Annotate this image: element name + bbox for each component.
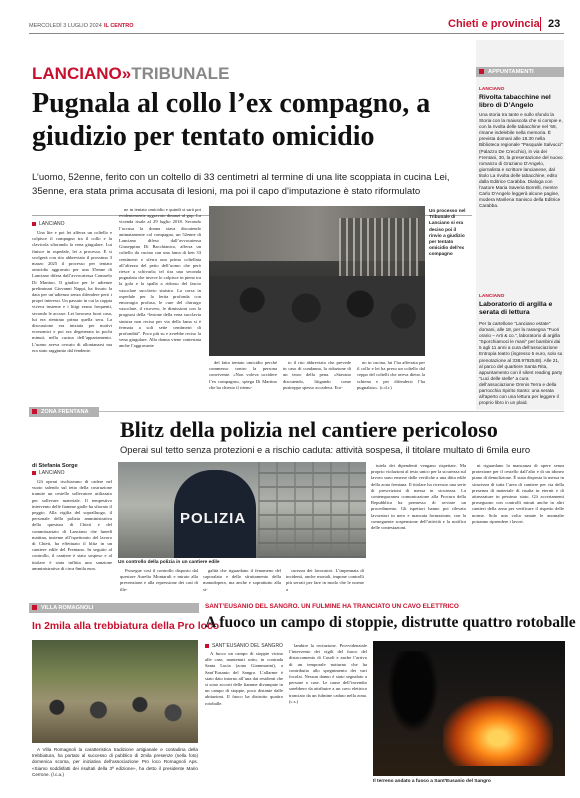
event-1-title: Rivolta tabacchine nel libro di D’Angelo [479, 94, 551, 109]
second-column-2 [120, 568, 198, 596]
kicker-place: LANCIANO [32, 64, 122, 83]
crowd-people [32, 688, 198, 743]
event-1-text: Una storia tra tante e sullo sfondo la Storia con la maiuscola che si compie e, con la rivolta delle tabacchine nel ’68, rimane indelebile nella memoria. È prevista domani alle 18.30 nella Biblioteca regionale “Pasquale Salvucci” (Palazzo De Crecchio), in via dei Frentani, 30, la presentazione del nuovo romanzo di Graziano D’Angelo, giornalista e scrittore lancianese, dal titolo La rivolta delle tabacchine, edito dalla Editrice Carabba. Dialoga con l’autore Maria Saveria Borrelli, mentre Carlo D’Angelo leggerà alcune pagine, modera Marilena Sanisco della Editrice Carabba. [479, 112, 563, 209]
header-rule [29, 33, 564, 34]
second-column-5 [371, 463, 466, 596]
second-column-3 [203, 568, 281, 596]
lead-photo [209, 206, 425, 356]
third-photo [32, 640, 198, 743]
second-band [29, 407, 99, 417]
sidebar-band-label: APPUNTAMENTI [488, 69, 534, 75]
lead-bottom-col-3 [357, 360, 425, 418]
fourth-column-1 [205, 651, 283, 791]
fourth-photo-caption: Il terreno andato a fuoco a Sant’Eusanio del Sangro [373, 779, 491, 784]
courtroom-crowd [209, 276, 425, 356]
second-byline: di Stefania Sorge [32, 463, 78, 469]
second-dateline: LANCIANO [32, 470, 65, 476]
header-paper: IL CENTRO [104, 23, 134, 29]
sidebar-band [476, 67, 564, 77]
building-scaffold [258, 462, 366, 558]
second-column-1-text: Gli operai rischiavano di cadere nel vuoto salendo sul tetto della costruzione tramite un cestello sollevatore utilizzato per sollevare materiale. Il tempestivo intervento delle fiamme gialle ha sfiorato il peggio. Alla vigilia del sopralluogo, il personale della polizia amministrativa della questura di Chieti e del commissariato di Lanciano che lunedì mattina, insieme all’ispettorato del lavoro di Chieti, ha effettuato il blitz in un cantiere edile del Frentano. In seguito al controllo, il cantiere è stato sospeso e al titolare è stata inflitta una sanzione amministrativa di circa 6mila euro. [32, 479, 112, 571]
lead-column-2-text: ne in tentato omicidio e quindi si sarà poi evidentemente aggravato dinanzi al gup. La vicenda risale al 29 luglio 2018. Secondo l’accusa la donna stava discutendo animatamente col compagno, un 52enne di Lanciano difeso dall’avvocatessa Giuseppina Di Bacchianico, afferra un coltello da cucina con una lama di ben 33 centimetri e sferra una prima coltellata all’altezza del petto dell’uomo che però riesce a schivarla; tel tira una seconda pugnalata che invece lo colpisce in pieno tra la gola e la spalla a ridosso del fascio vascolare succlavio sinistro. La corsa in ospedale per la ferita profonda con emorragia profusa, le cure del chirurgo vascolare, il ricovero, le dimissioni con la prognosi della “lesione della vena succlavia sinistra non recisa per via della lama si è fermata a soli sette centimetri di profondità”. Poco più su e avrebbe reciso la vena giugulare. Alla donna viene contestata anche l’aggravante [119, 207, 201, 349]
fourth-column-2 [289, 643, 367, 789]
event-2-place: LANCIANO [479, 294, 505, 299]
lead-bottom-col-1 [209, 360, 277, 418]
lead-bottom-col-2 [283, 360, 351, 418]
third-band-label: VILLA ROMAGNOLI [41, 605, 94, 611]
third-band [29, 603, 199, 613]
second-column-4-text: curezza dei lavoratori. L’impennata di incidenti, anche mortali, impone controlli più serrati per fare in modo che le norme a [286, 568, 364, 592]
third-caption-text: A Villa Romagnoli la caratteristica tradizione artigianale e contadina della trebbiatura, ha portato al successo di pubblico di 2mila presenze (nella foto) domenica scorsa, per iniziativa dell’associazione Pro loco Romagnoli Aps. «Siamo soddisfatti dei risultati della 3ª edizione», ha detto il presidente Mario Cerrone. (l.c.a.) [32, 747, 198, 777]
kicker-topic: TRIBUNALE [131, 64, 230, 83]
second-photo [118, 462, 366, 558]
fire-glow [443, 696, 553, 766]
event-1-place: LANCIANO [479, 87, 505, 92]
second-photo-caption: Un controllo della polizia in un cantiere edile [118, 560, 220, 565]
second-band-rule [99, 411, 564, 412]
sidebar-appuntamenti [476, 40, 564, 410]
header-section: Chieti e provincia [448, 18, 540, 30]
second-column-1 [32, 479, 112, 594]
lead-photo-caption: Un processo nel Tribunale di Lanciano si era deciso poi il rinvio a giudizio per tentato omicidio dell’ex compagno [429, 208, 466, 257]
second-column-6 [472, 463, 564, 596]
event-2-title: Laboratorio di argilla e serata di lettura [479, 301, 553, 316]
lead-title: Pugnala al collo l’ex compagno, a giudizio per tentato omicidio [32, 88, 431, 152]
fourth-column-1-text: A fuoco un campo di stoppie vicino alle case, mantenuti sotto, in contrada Santa Lucia (zona Giammarini), a Sant’Eusanio del Sangro. L’allarme è stato dato intorno all’una dai residenti che si sono accorti delle fiamme divampate in un campo di stoppie, poco distante dalle abitazioni. Il fuoco ha distrutto quattro rotoballe. [205, 651, 283, 706]
second-band-label: ZONA FRENTANA [41, 409, 89, 415]
page-header [0, 0, 580, 38]
fourth-kicker: SANT’EUSANIO DEL SANGRO. UN FULMINE HA TRANCIATO UN CAVO ELETTRICO [205, 603, 459, 610]
lead-bottom-col-3-text: no in cucina, lui l’ha afferrata per il collo e lei ha preso un coltello dal ceppo del coltelli che aveva dietro la schiena e per difendersi l’ha pugnalato». (c.d.r.) [357, 360, 425, 390]
fourth-column-2-text: lambire la recinzione. Provvidenziale l’intervento dei vigili del fuoco del distaccamento di Casoli e anche l’arrivo di un temporale notturno che ha contribuito allo spegnimento dei vari focolai. Nessun danno è stato segnalato a persone o case. Le cause dell’incendio sarebbero da attribuire a un cavo elettrico tranciato da un fulmine caduto nella zona. (c.s.) [289, 643, 367, 704]
second-column-2-text: Prosegue così il controllo disposto dal questore Aurelio Montaruli e mirato alla prevenzione e alla repressione dei casi di ille- [120, 568, 198, 592]
tree-silhouette [383, 651, 443, 741]
second-column-5-text: tutela dei dipendenti vengano rispettate. Ma proprio violazioni al testo unico per la sicurezza sul lavoro sono emerse dalle verifiche a una ditta edile della zona frentana. Il titolare ha ricevuto una serie di prescrizioni di messa in sicurezza. La contemporanea comunicazione alla Procura della Repubblica ha permesso di avviare un procedimento. Gli ispettori hanno poi rilevato lavoratori in nero e mancata formazione, con la conseguente sospensione dell’attività e la notifica delle contestazioni. [371, 463, 466, 531]
band-square-icon [32, 605, 37, 610]
police-vest-label: POLIZIA [180, 510, 247, 527]
band-square-icon [32, 409, 37, 414]
event-2-text: Per la cartellone “Lanciano estate” domani, alle 18, per la rassegna “Fuori orario – Arti & co.”, laboratorio di argilla “Sporchiamoci le mani” per bambini dai 5 agli 11 anni a cura dell’associazione Entropia teatro (ingresso 5 euro, solo su prenotazione al 338.9792548). Alle 21, al parco del quartiere Santa Rita, appuntamento con il silent reading party “Luci delle stelle” a cura dell’associazione Omnis Terra e della parrocchia Spirito Santo: una serata all’aperto con una lettura per leggere il proprio libro in un plaid. [479, 321, 563, 406]
second-column-3-text: galità che riguardano il fenomeno del caporalato e dello sfruttamento della manodopera, ma anche e soprattutto alla si- [203, 568, 281, 592]
lead-bottom-col-2-text: to il rito abbreviato che prevede in caso di condanna, la riduzione di un terzo della pena. «Stavano discutendo, litigando come purtroppo spesso accadeva. Ero- [283, 360, 351, 390]
second-title: Blitz della polizia nel cantiere pericoloso [120, 417, 498, 442]
fourth-title: A fuoco un campo di stoppie, distrutte quattro rotoballe [205, 614, 576, 631]
fourth-photo [373, 641, 565, 776]
third-title: In 2mila alla trebbiatura della Pro loco [32, 621, 220, 632]
lead-column-1-text: Una lite e poi lei afferra un coltello e colpisce il compagno tra il collo e la clavicola sfiorando la vena giugulare. Lui finisce in ospedale, lei a processo. E si svolgerà con rito abbreviato il prossimo 3 marzo 2025 il processo per tentato omicidio aggravato per una 35enne di Lanciano difesa dall’avvocatessa Consuelo Di Martino. Il giudice per le udienze preliminari Giovanni Nappi, ha fissato la data per un’udienza senza difendere però i propri interessi. Un passato in cui la coppia viveva insieme e i litigi erano frequenti, secondo le accuse. Lei lavorava fuori casa, lui era rientrato prima quella sera. La discussione era iniziata per motivi economici e poi era degenerata in pochi minuti, nella cucina dell’appartamento. L’uomo aveva cercato di allontanarsi ma era stato raggiunto dal fendente. [32, 230, 112, 353]
header-divider [540, 17, 541, 31]
header-date: MERCOLEDÌ 3 LUGLIO 2024 [29, 23, 102, 29]
lead-kicker [32, 64, 332, 82]
header-page-number: 23 [548, 18, 561, 30]
event-2-body [479, 321, 563, 410]
second-column-6-text: ni riguardano la mancanza di opere senza protezione per il cestello dall’alto e di un idoneo piano di demolizione. È stata disposta la messa in sicurezza di tutta l’area di cantiere per via della presenza di materiale di risulta in eternit e di attrezzature in pessimo stato. Gli accertamenti proseguono con controlli mirati anche in altri cantieri della zona per verificare il rispetto delle norme. Solo una volta sanate le anomalie potranno riprendere i lavori. [472, 463, 564, 524]
fourth-dateline: SANT’EUSANIO DEL SANGRO [205, 643, 283, 649]
third-caption [32, 747, 198, 789]
band-square-icon [479, 69, 484, 74]
second-column-4 [286, 568, 364, 596]
lead-bottom-col-1-text: del fatto tentato omicidio perché commesso contro la persona convivente. «Non voleva uccidere l’ex compagno», spiega Di Martino che ha chiesto il ritenu- [209, 360, 277, 390]
event-1-body [479, 112, 563, 292]
second-subtitle: Operai sul tetto senza protezioni e a rischio caduta: attività sospesa, il titolare multato di 6mila euro [120, 444, 531, 455]
lead-subtitle: L’uomo, 52enne, ferito con un coltello di 33 centimetri al termine di una lite scoppiata in cucina Lei, 35enne, era stata prima accusata di lesioni, ma poi il capo d’imputazione è stato riformulato [32, 172, 450, 197]
lead-dateline: LANCIANO [32, 221, 65, 227]
lead-column-2 [119, 207, 201, 431]
kicker-arrow: » [121, 64, 132, 83]
